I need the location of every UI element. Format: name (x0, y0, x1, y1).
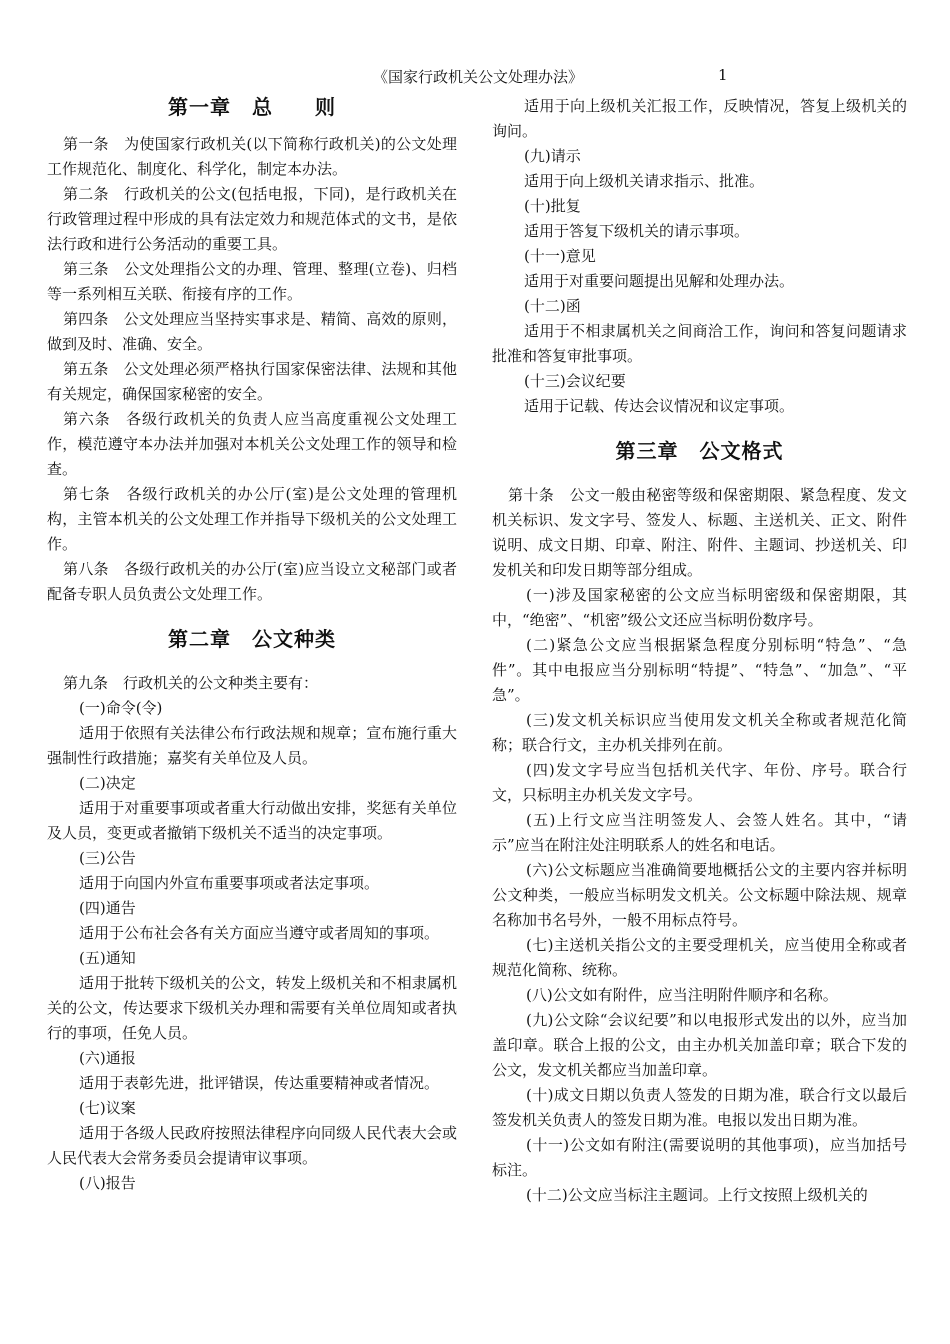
type-13-desc: 适用于记载、传达会议情况和议定事项。 (524, 397, 795, 415)
type-4-title: (四)通告 (79, 899, 136, 917)
type-10-desc: 适用于答复下级机关的请示事项。 (524, 222, 750, 240)
article-9: 第九条 行政机关的公文种类主要有： (63, 674, 319, 692)
chapter-1-heading: 第一章 总 则 (168, 95, 336, 119)
left-column (47, 94, 457, 1196)
type-11-title: (十一)意见 (524, 247, 596, 265)
format-4: (四)发文字号应当包括机关代字、年份、序号。联合行文，只标明主办机关发文字号。 (492, 761, 907, 804)
article-2: 第二条 行政机关的公文(包括电报，下同)，是行政机关在行政管理过程中形成的具有法定效力和规范体式的文书，是依法行政和进行公务活动的重要工具。 (47, 185, 457, 253)
type-9-desc: 适用于向上级机关请求指示、批准。 (524, 172, 765, 190)
type-8-desc: 适用于向上级机关汇报工作，反映情况，答复上级机关的询问。 (492, 97, 907, 140)
page-header (0, 66, 950, 88)
format-1: (一)涉及国家秘密的公文应当标明密级和保密期限，其中，“绝密”、“机密”级公文还应当标明份数序号。 (492, 586, 907, 629)
type-11-desc: 适用于对重要问题提出见解和处理办法。 (524, 272, 795, 290)
type-3-title: (三)公告 (79, 849, 136, 867)
article-3: 第三条 公文处理指公文的办理、管理、整理(立卷)、归档等一系列相互关联、衔接有序的工作。 (47, 260, 457, 303)
format-9: (九)公文除“会议纪要”和以电报形式发出的以外，应当加盖印章。联合上报的公文，由主办机关加盖印章；联合下发的公文，发文机关都应当加盖印章。 (492, 1011, 907, 1079)
type-5-title: (五)通知 (79, 949, 136, 967)
format-10: (十)成文日期以负责人签发的日期为准，联合行文以最后签发机关负责人的签发日期为准。电报以发出日期为准。 (492, 1086, 907, 1129)
format-8: (八)公文如有附件，应当注明附件顺序和名称。 (526, 986, 838, 1004)
article-10: 第十条 公文一般由秘密等级和保密期限、紧急程度、发文机关标识、发文字号、签发人、标题、主送机关、正文、附件说明、成文日期、印章、附注、附件、主题词、抄送机关、印发机关和印发日期等部分组成。 (492, 486, 907, 579)
article-8: 第八条 各级行政机关的办公厅(室)应当设立文秘部门或者配备专职人员负责公文处理工作。 (47, 560, 457, 603)
document-title: 《国家行政机关公文处理办法》 (373, 68, 584, 86)
article-6: 第六条 各级行政机关的负责人应当高度重视公文处理工作，模范遵守本办法并加强对本机关公文处理工作的领导和检查。 (47, 410, 457, 478)
type-7-title: (七)议案 (79, 1099, 136, 1117)
type-1-title: (一)命令(令) (79, 699, 163, 717)
type-1-desc: 适用于依照有关法律公布行政法规和规章；宣布施行重大强制性行政措施；嘉奖有关单位及人员。 (47, 724, 457, 767)
right-column (492, 94, 907, 1208)
format-7: (七)主送机关指公文的主要受理机关，应当使用全称或者规范化简称、统称。 (492, 936, 907, 979)
type-8-title: (八)报告 (79, 1174, 136, 1192)
format-3: (三)发文机关标识应当使用发文机关全称或者规范化简称；联合行文，主办机关排列在前。 (492, 711, 907, 754)
type-6-title: (六)通报 (79, 1049, 136, 1067)
type-3-desc: 适用于向国内外宣布重要事项或者法定事项。 (79, 874, 380, 892)
type-2-title: (二)决定 (79, 774, 136, 792)
page-number: 1 (718, 66, 728, 84)
type-9-title: (九)请示 (524, 147, 581, 165)
type-10-title: (十)批复 (524, 197, 581, 215)
chapter-3-heading: 第三章 公文格式 (615, 439, 784, 463)
article-4: 第四条 公文处理应当坚持实事求是、精简、高效的原则，做到及时、准确、安全。 (47, 310, 457, 353)
type-5-desc: 适用于批转下级机关的公文，转发上级机关和不相隶属机关的公文，传达要求下级机关办理和需要有关单位周知或者执行的事项，任免人员。 (47, 974, 457, 1042)
type-6-desc: 适用于表彰先进，批评错误，传达重要精神或者情况。 (79, 1074, 440, 1092)
format-6: (六)公文标题应当准确简要地概括公文的主要内容并标明公文种类，一般应当标明发文机关。公文标题中除法规、规章名称加书名号外，一般不用标点符号。 (492, 861, 907, 929)
article-1: 第一条 为使国家行政机关(以下简称行政机关)的公文处理工作规范化、制度化、科学化，制定本办法。 (47, 135, 457, 178)
format-11: (十一)公文如有附注(需要说明的其他事项)，应当加括号标注。 (492, 1136, 907, 1179)
type-7-desc: 适用于各级人民政府按照法律程序向同级人民代表大会或人民代表大会常务委员会提请审议事项。 (47, 1124, 457, 1167)
type-4-desc: 适用于公布社会各有关方面应当遵守或者周知的事项。 (79, 924, 440, 942)
type-12-title: (十二)函 (524, 297, 581, 315)
type-12-desc: 适用于不相隶属机关之间商洽工作，询问和答复问题请求批准和答复审批事项。 (492, 322, 907, 365)
article-5: 第五条 公文处理必须严格执行国家保密法律、法规和其他有关规定，确保国家秘密的安全。 (47, 360, 457, 403)
article-7: 第七条 各级行政机关的办公厅(室)是公文处理的管理机构，主管本机关的公文处理工作并指导下级机关的公文处理工作。 (47, 485, 457, 553)
type-13-title: (十三)会议纪要 (524, 372, 626, 390)
format-12: (十二)公文应当标注主题词。上行文按照上级机关的 (526, 1186, 868, 1204)
format-2: (二)紧急公文应当根据紧急程度分别标明“特急”、“急件”。其中电报应当分别标明“特提”、“特急”、“加急”、“平急”。 (492, 636, 907, 704)
type-2-desc: 适用于对重要事项或者重大行动做出安排，奖惩有关单位及人员，变更或者撤销下级机关不适当的决定事项。 (47, 799, 457, 842)
chapter-2-heading: 第二章 公文种类 (168, 627, 336, 651)
format-5: (五)上行文应当注明签发人、会签人姓名。其中，“请示”应当在附注处注明联系人的姓名和电话。 (492, 811, 907, 854)
